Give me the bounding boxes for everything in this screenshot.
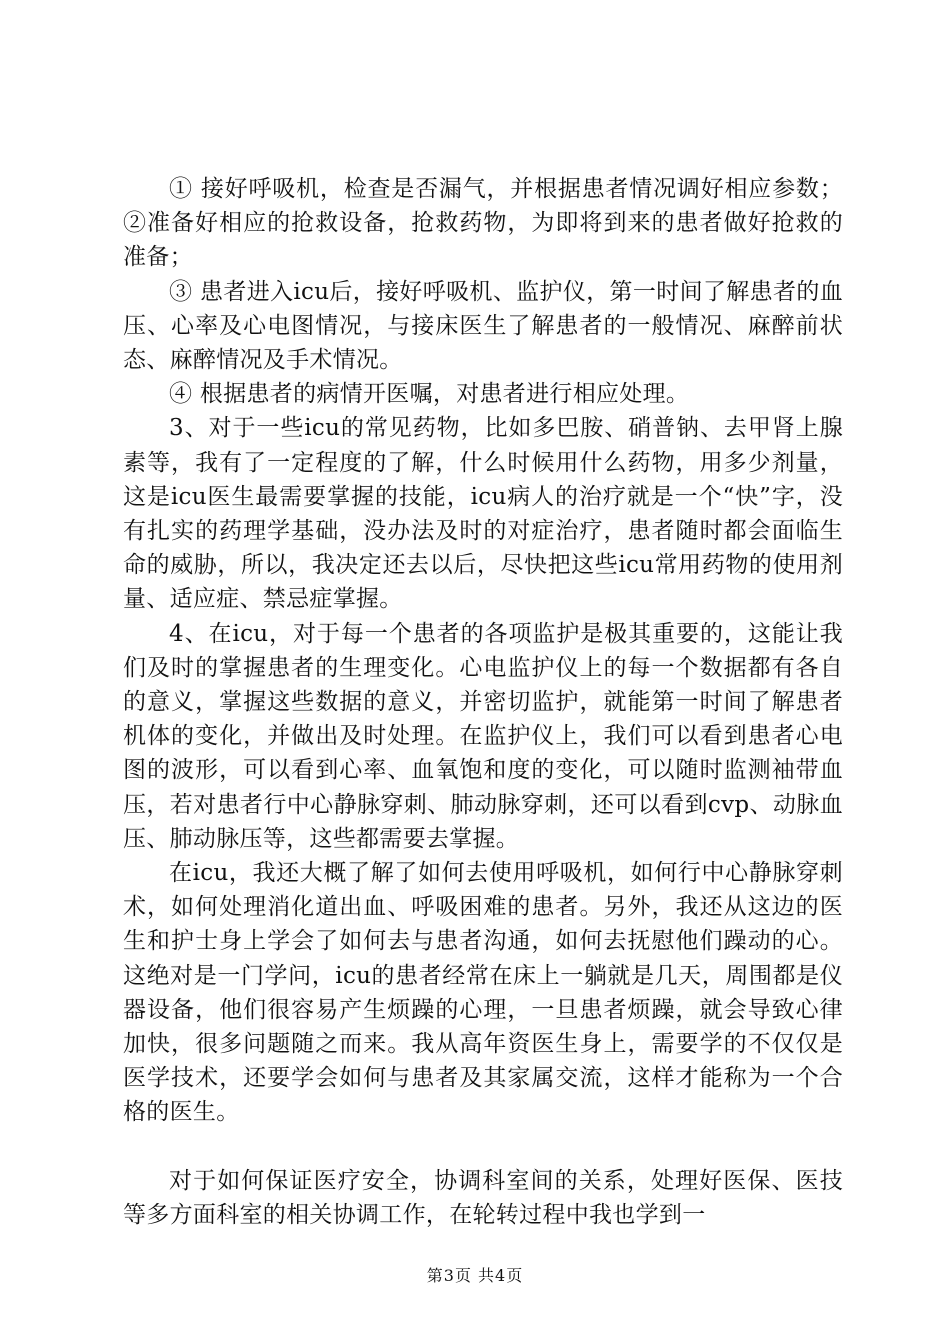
paragraph-step-3: ③ 患者进入icu后，接好呼吸机、监护仪，第一时间了解患者的血压、心率及心电图情况，与接床医生了解患者的一般情况、麻醉前状态、麻醉情况及手术情况。 <box>123 278 843 374</box>
paragraph-icu-skills: 在icu，我还大概了解了如何去使用呼吸机，如何行中心静脉穿刺术，如何处理消化道出血、呼吸困难的患者。另外，我还从这边的医生和护士身上学会了如何去与患者沟通，如何去抚慰他们躁动的心。这绝对是一门学问，icu的患者经常在床上一躺就是几天，周围都是仪器设备，他们很容易产生烦躁的心理，一旦患者烦躁，就会导致心律加快，很多问题随之而来。我从高年资医生身上，需要学的不仅仅是医学技术，还要学会如何与患者及其家属交流，这样才能称为一个合格的医生。 <box>123 860 843 1126</box>
document-body <box>123 172 843 1232</box>
paragraph-icu-drugs: 3、对于一些icu的常见药物，比如多巴胺、硝普钠、去甲肾上腺素等，我有了一定程度的了解，什么时候用什么药物，用多少剂量，这是icu医生最需要掌握的技能，icu病人的治疗就是一个“快”字，没有扎实的药理学基础，没办法及时的对症治疗，患者随时都会面临生命的威胁，所以，我决定还去以后，尽快把这些icu常用药物的使用剂量、适应症、禁忌症掌握。 <box>123 415 843 613</box>
page-number-footer: 第3页 共4页 <box>426 1266 524 1285</box>
paragraph-icu-monitoring: 4、在icu，对于每一个患者的各项监护是极其重要的，这能让我们及时的掌握患者的生理变化。心电监护仪上的每一个数据都有各自的意义，掌握这些数据的意义，并密切监护，就能第一时间了解患者机体的变化，并做出及时处理。在监护仪上，我们可以看到患者心电图的波形，可以看到心率、血氧饱和度的变化，可以随时监测袖带血压，若对患者行中心静脉穿刺、肺动脉穿刺，还可以看到cvp、动脉血压、肺动脉压等，这些都需要去掌握。 <box>123 620 843 852</box>
paragraph-step-4: ④ 根据患者的病情开医嘱，对患者进行相应处理。 <box>169 381 690 408</box>
paragraph-step-1-2: ① 接好呼吸机，检查是否漏气，并根据患者情况调好相应参数；②准备好相应的抢救设备，抢救药物，为即将到来的患者做好抢救的准备； <box>123 176 843 271</box>
paragraph-medical-safety: 对于如何保证医疗安全，协调科室间的关系，处理好医保、医技等多方面科室的相关协调工作，在轮转过程中我也学到一 <box>123 1167 843 1228</box>
